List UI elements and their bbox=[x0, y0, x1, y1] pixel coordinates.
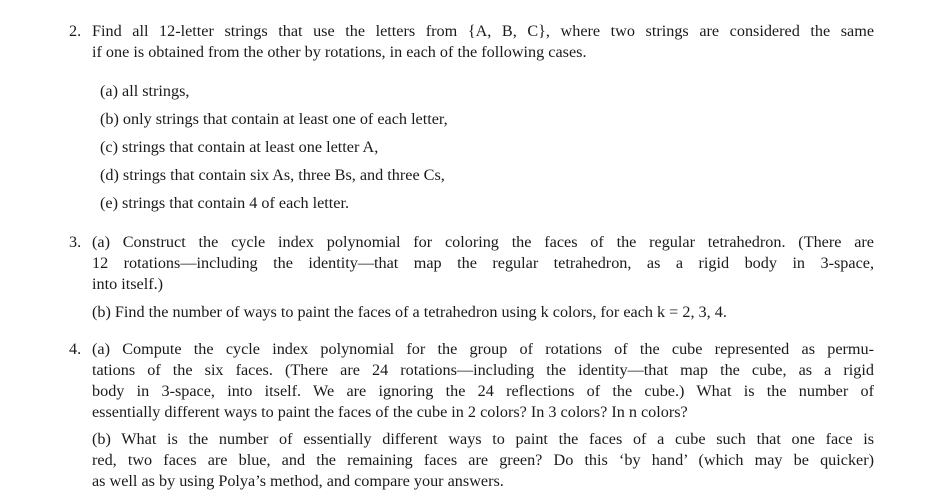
part-a bbox=[100, 82, 189, 101]
problem-number: 2. bbox=[69, 22, 82, 40]
problem-number: 4. bbox=[69, 340, 82, 358]
problem-text-line: red, two faces are blue, and the remaining faces are green? Do this ‘by hand’ (which may be quicker) bbox=[92, 451, 874, 469]
part-label: (e) bbox=[100, 194, 118, 212]
part-b bbox=[100, 110, 448, 129]
part-text: strings that contain six As, three Bs, and three Cs, bbox=[122, 166, 445, 184]
problem-text-line: Find all 12-letter strings that use the letters from {A, B, C}, where two strings are considered the same bbox=[92, 22, 874, 40]
part-text: only strings that contain at least one of each letter, bbox=[122, 110, 448, 128]
problem-text-line: (b) What is the number of essentially different ways to paint the faces of a cube such that one face is bbox=[92, 430, 874, 448]
part-label: (b) bbox=[100, 110, 119, 128]
problem-text-line: as well as by using Polya’s method, and compare your answers. bbox=[92, 472, 504, 490]
problem-number: 3. bbox=[69, 233, 82, 251]
problem-text-line: (a) Compute the cycle index polynomial for the group of rotations of the cube represented as permu- bbox=[92, 340, 874, 358]
problem-text-line: (a) Construct the cycle index polynomial for coloring the faces of the regular tetrahedron. (There are bbox=[92, 233, 874, 251]
part-label: (c) bbox=[100, 138, 118, 156]
part-label: (a) bbox=[100, 82, 118, 100]
problem-text-line: into itself.) bbox=[92, 275, 164, 293]
problem-text-line: if one is obtained from the other by rotations, in each of the following cases. bbox=[92, 43, 587, 61]
problem-text-line: tations of the six faces. (There are 24 rotations—including the identity—that map the cube, as a rigid bbox=[92, 361, 874, 379]
part-d bbox=[100, 166, 445, 185]
part-e bbox=[100, 194, 349, 213]
part-text: strings that contain 4 of each letter. bbox=[122, 194, 350, 212]
problem-text-line: body in 3-space, into itself. We are ignoring the 24 reflections of the cube.) What is the number of bbox=[92, 382, 874, 400]
part-text: all strings, bbox=[122, 82, 190, 100]
problem-text-line: essentially different ways to paint the faces of the cube in 2 colors? In 3 colors? In n colors? bbox=[92, 403, 688, 421]
part-c bbox=[100, 138, 378, 157]
problem-text-line: 12 rotations—including the identity—that map the regular tetrahedron, as a rigid body in 3-space, bbox=[92, 254, 874, 272]
part-text: strings that contain at least one letter A, bbox=[122, 138, 379, 156]
problem-text-line: (b) Find the number of ways to paint the faces of a tetrahedron using k colors, for each k = 2, 3, 4. bbox=[92, 303, 727, 321]
part-label: (d) bbox=[100, 166, 119, 184]
